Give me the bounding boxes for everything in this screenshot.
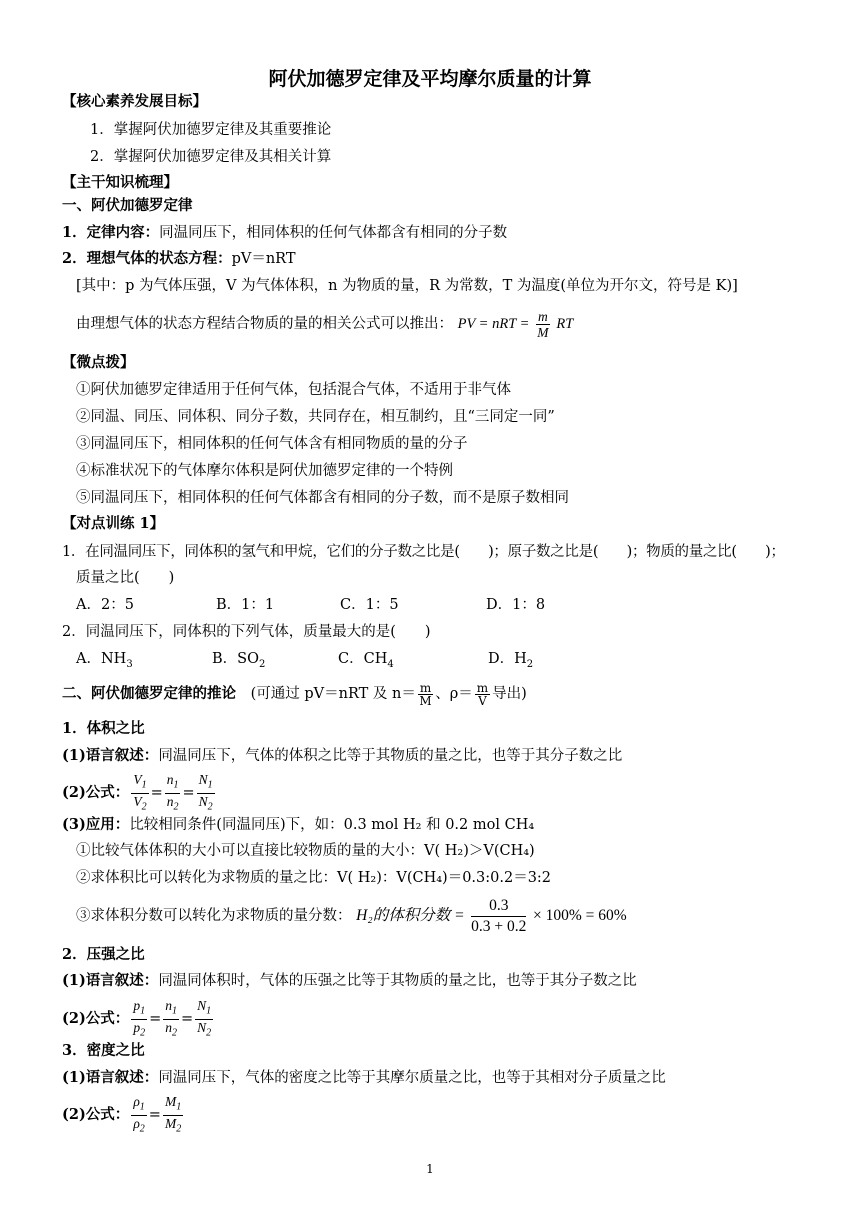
section-2-heading-line <box>62 678 527 710</box>
formula-right: × 100% = 60% <box>533 907 627 924</box>
application-item: ①比较气体体积的大小可以直接比较物质的量的大小：V( H₂)＞V(CH₄) <box>76 843 535 859</box>
tip-item: ①阿伏加德罗定律适用于任何气体，包括混合气体，不适用于非气体 <box>76 382 511 398</box>
section-heading: 一、阿伏加德罗定律 <box>62 197 193 214</box>
note-text: 、ρ＝ <box>435 686 473 702</box>
goal-item: 2．掌握阿伏加德罗定律及其相关计算 <box>90 149 332 165</box>
application-text: 比较相同条件(同温同压)下，如： <box>129 817 344 833</box>
option: D．1：8 <box>486 597 546 613</box>
pressure-formula: (2)公式： $\frac{p_1}{p_2}$ = $\frac{n_1}{n_2}$ = $\frac{N_1}{N_2}$ <box>62 998 212 1039</box>
volume-statement <box>62 746 622 766</box>
goal-item: 1．掌握阿伏加德罗定律及其重要推论 <box>90 122 332 138</box>
volume-formula: (2)公式： $\frac{V_1}{V_2}$ = $\frac{n_1}{n_2}$ = $\frac{N_1}{N_2}$ <box>62 772 213 813</box>
derivation-note <box>250 680 527 708</box>
application-item: ②求体积比可以转化为求物质的量之比：V( H₂)：V(CH₄)＝0.3:0.2＝3:2 <box>76 870 552 886</box>
statement-text: 同温同体积时，气体的压强之比等于其物质的量之比，也等于其分子数之比 <box>158 973 637 989</box>
option-label: D．H <box>488 651 527 667</box>
option-label: A．NH <box>76 651 127 667</box>
fraction-denominator: M <box>419 693 432 708</box>
fraction-denominator: V <box>478 693 487 708</box>
state-note: [其中：p 为气体压强，V 为气体体积，n 为物质的量，R 为常数，T 为温度(单位为开尔文，符号是 K)] <box>76 278 738 294</box>
option-subscript: 4 <box>387 658 394 670</box>
formula-label: (2)公式： <box>62 784 130 802</box>
tip-item: ②同温、同压、同体积、同分子数，共同存在，相互制约，且“三同定一同” <box>76 409 555 425</box>
option <box>76 649 212 675</box>
formula-left: H₂的体积分数 = <box>356 907 465 924</box>
page-number: 1 <box>426 1162 434 1176</box>
section-heading: 二、阿伏伽德罗定律的推论 <box>62 685 236 702</box>
core-goals-heading: 【核心素养发展目标】 <box>62 93 207 110</box>
application-example: 0.3 mol H₂ 和 0.2 mol CH₄ <box>343 817 535 833</box>
statement-text: 同温同压下，气体的密度之比等于其摩尔质量之比，也等于其相对分子质量之比 <box>158 1070 666 1086</box>
law-text: 同温同压下，相同体积的任何气体都含有相同的分子数 <box>159 225 508 241</box>
statement-label: (1)语言叙述： <box>62 1069 159 1086</box>
statement-label: (1)语言叙述： <box>62 747 159 764</box>
volume-fraction <box>471 896 526 937</box>
option: B．1：1 <box>216 597 275 613</box>
tip-item: ③同温同压下，相同体积的任何气体含有相同物质的量的分子 <box>76 436 468 452</box>
question-1-options <box>76 595 545 615</box>
volume-heading: 1．体积之比 <box>62 720 145 737</box>
statement-label: (1)语言叙述： <box>62 972 159 989</box>
rho-fraction <box>475 682 490 707</box>
volume-application <box>62 815 534 835</box>
law-label: 1．定律内容： <box>62 224 160 241</box>
option: A．2：5 <box>76 597 134 613</box>
fraction-numerator: 0.3 <box>471 896 526 917</box>
option-label: B．SO <box>212 651 259 667</box>
density-heading: 3．密度之比 <box>62 1042 145 1059</box>
question-1: 1．在同温同压下，同体积的氢气和甲烷，它们的分子数之比是( )；原子数之比是( )；物质的量之比( )； <box>62 544 785 560</box>
derivation-text: 由理想气体的状态方程结合物质的量的相关公式可以推出： <box>76 316 453 332</box>
fraction-numerator: m <box>538 308 548 324</box>
question-1-cont: 质量之比( ) <box>76 570 175 586</box>
fraction-numerator: m <box>476 680 489 695</box>
option-label: C．CH <box>338 651 388 667</box>
n-fraction <box>418 682 433 707</box>
fraction-numerator: m <box>419 680 432 695</box>
density-statement <box>62 1068 666 1088</box>
fraction-denominator: 0.3 + 0.2 <box>471 917 527 935</box>
state-text: pV＝nRT <box>231 251 296 267</box>
question-2: 2．同温同压下，同体积的下列气体，质量最大的是( ) <box>62 624 431 640</box>
law-content <box>62 223 507 243</box>
m-over-M-fraction <box>536 309 550 340</box>
application-text: ③求体积分数可以转化为求物质的量分数： <box>76 908 352 924</box>
state-equation <box>62 249 296 269</box>
note-text: 导出) <box>492 686 527 702</box>
option-subscript: 3 <box>126 658 133 670</box>
statement-text: 同温同压下，气体的体积之比等于其物质的量之比，也等于其分子数之比 <box>158 748 623 764</box>
formula-label: (2)公式： <box>62 1010 130 1028</box>
practice-heading: 【对点训练 1】 <box>62 515 165 532</box>
option: C．1：5 <box>340 597 399 613</box>
formula-label: (2)公式： <box>62 1106 130 1124</box>
option <box>212 649 338 675</box>
state-label: 2．理想气体的状态方程： <box>62 250 232 267</box>
application-item-3 <box>76 893 627 939</box>
formula-left: PV = nRT = <box>457 316 530 332</box>
option <box>338 649 488 675</box>
option-subscript: 2 <box>258 658 266 670</box>
pressure-statement <box>62 971 637 991</box>
note-text: (可通过 pV＝nRT 及 n＝ <box>250 686 416 702</box>
pressure-heading: 2．压强之比 <box>62 946 145 963</box>
main-heading: 【主干知识梳理】 <box>62 174 178 191</box>
question-2-options <box>76 649 533 675</box>
tips-heading: 【微点拨】 <box>62 354 135 371</box>
fraction-denominator: M <box>537 324 549 340</box>
formula-right: RT <box>556 316 574 332</box>
tip-item: ⑤同温同压下，相同体积的任何气体都含有相同的分子数，而不是原子数相同 <box>76 490 569 506</box>
application-label: (3)应用： <box>62 816 130 833</box>
density-formula: (2)公式： $\frac{\rho_1}{\rho_2}$ = $\frac{M_1}{M_2}$ <box>62 1094 182 1135</box>
derivation-line <box>76 305 573 343</box>
tip-item: ④标准状况下的气体摩尔体积是阿伏加德罗定律的一个特例 <box>76 463 453 479</box>
option-subscript: 2 <box>526 658 534 670</box>
option <box>488 649 533 675</box>
page-title: 阿伏加德罗定律及平均摩尔质量的计算 <box>268 68 592 90</box>
